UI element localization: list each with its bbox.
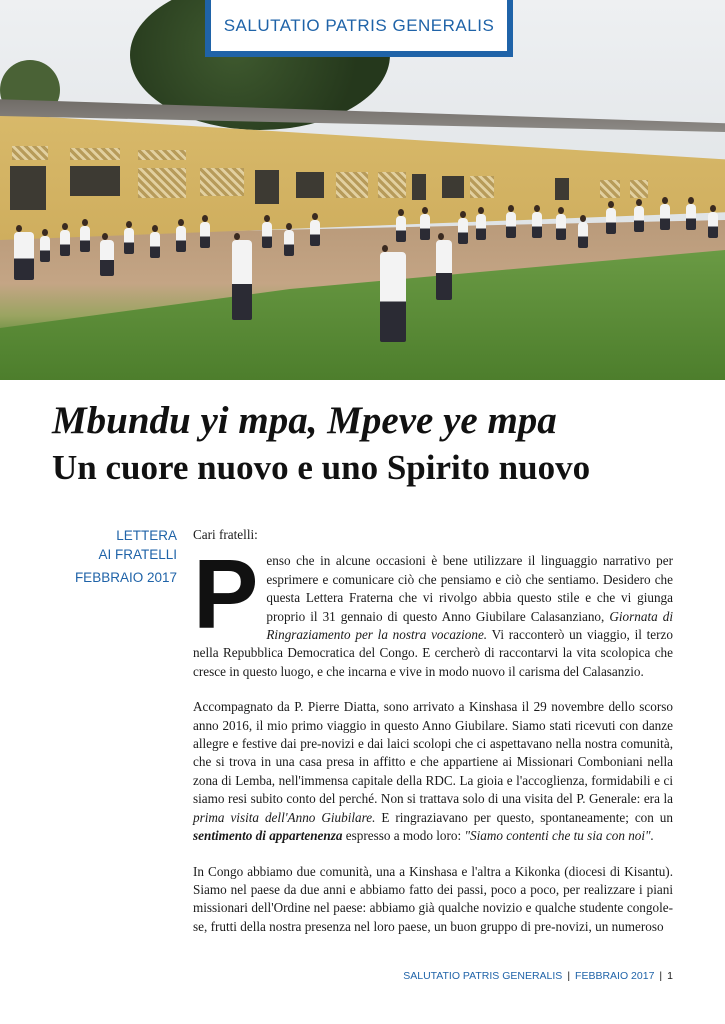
letter-body <box>193 526 673 953</box>
photo-child <box>262 222 272 248</box>
meta-line-2: AI FRATELLI <box>98 547 177 562</box>
photo-window <box>138 168 186 198</box>
photo-child <box>660 204 670 230</box>
paragraph-3: In Congo abbiamo due comunità, una a Kinshasa e l'altra a Kikonka (diocesi di Kisantu). Siamo nel paese da due anni e abbiamo fatto dei passi, poco a poco, per realizzare i piani missionari dell'Ordine nel paese: abbiamo già qualche novizio e qualche studente congole-se, frutti della nostra presenza nel loro paese, un buon gruppo di pre-novizi, un numeroso <box>193 863 673 934</box>
photo-window <box>378 172 406 198</box>
section-header-label: SALUTATIO PATRIS GENERALIS <box>211 0 507 51</box>
photo-door <box>70 166 120 196</box>
hero-photo <box>0 0 725 380</box>
photo-child <box>708 212 718 238</box>
meta-date: FEBBRAIO 2017 <box>74 570 177 585</box>
section-header-tab <box>205 0 513 57</box>
photo-child <box>80 226 90 252</box>
p2-text-b: E ringraziavano per questo, spontaneamente; con un <box>375 809 673 825</box>
photo-door <box>555 178 569 200</box>
letter-meta <box>75 526 177 587</box>
photo-window <box>470 176 494 198</box>
photo-window <box>630 180 648 198</box>
photo-child <box>578 222 588 248</box>
photo-door <box>442 176 464 198</box>
page-number: 1 <box>667 970 673 982</box>
photo-child <box>506 212 516 238</box>
photo-child <box>476 214 486 240</box>
photo-window <box>12 146 48 160</box>
footer-section: SALUTATIO PATRIS GENERALIS <box>403 970 563 982</box>
photo-child <box>124 228 134 254</box>
p2-text-c: espresso a modo loro: <box>342 828 465 844</box>
photo-child <box>232 240 252 320</box>
footer-separator-2: | <box>659 970 663 982</box>
p1-text-b: Vi racconterò un viaggio, il terzo nella Repubblica Democratica del Congo. E cercherò di raccontarvi la vita scolopica che cresce in questo luogo, e che incarna e vive in modo nuovo il carisma del Calasanzio. <box>193 627 673 679</box>
photo-window <box>600 180 620 198</box>
footer-date: FEBBRAIO 2017 <box>575 970 655 982</box>
photo-child <box>686 204 696 230</box>
photo-child <box>606 208 616 234</box>
photo-child <box>458 218 468 244</box>
photo-door <box>10 166 46 210</box>
photo-door <box>296 172 324 198</box>
photo-window <box>336 172 368 198</box>
p2-bold-italic: sentimento di appartenenza <box>193 828 343 844</box>
photo-window <box>138 150 186 160</box>
page-footer <box>403 970 673 982</box>
photo-child <box>60 230 70 256</box>
p1-text-a: enso che in alcune occasioni è bene utilizzare il linguaggio narrativo per esprimere e comunicare ciò che pensiamo e ciò che sentiamo. Desidero che questa Lettera Fraterna che vi rivolgo abbia questo stile e che vi giunga proprio il 31 gennaio di questo Anno Giubilare Calasanziano, <box>266 553 673 624</box>
photo-child <box>14 232 34 280</box>
photo-door <box>255 170 279 204</box>
photo-child <box>176 226 186 252</box>
photo-child <box>436 240 452 300</box>
photo-child <box>40 236 50 262</box>
meta-line-1: LETTERA <box>116 528 177 543</box>
photo-door <box>412 174 426 200</box>
photo-child <box>150 232 160 258</box>
paragraph-1 <box>193 539 674 681</box>
p2-text-a: Accompagnato da P. Pierre Diatta, sono arrivato a Kinshasa il 29 novembre dello scorso anno 2016, il mio primo viaggio in questo Anno Giubilare. Siamo stati ricevuti con danze allegre e festive dai pre-novizi e dai laici scolopi che ci aspettavano nella nostra comunità, che si trova in una casa presa in affitto e che appartiene ai Missionari Comboniani nella zona di Lemba, nell'immensa capitale della RDC. La gioia e l'accoglienza, formidabili e ci siamo resi subito conto del perché. Non si trattava solo di una visita del P. Generale: era la <box>193 699 673 807</box>
photo-child <box>310 220 320 246</box>
article-subtitle: Un cuore nuovo e uno Spirito nuovo <box>52 448 591 487</box>
footer-separator: | <box>567 970 571 982</box>
photo-child <box>396 216 406 242</box>
photo-child <box>100 240 114 276</box>
photo-child <box>556 214 566 240</box>
p2-italic-1: prima visita dell'Anno Giubilare. <box>193 809 376 825</box>
p1-italic: Giornata di Ringraziamento per la nostra vocazione. <box>266 608 674 643</box>
salutation: Cari fratelli: <box>193 527 258 542</box>
photo-window <box>200 168 244 196</box>
article-title: Mbundu yi mpa, Mpeve ye mpa <box>52 399 557 442</box>
paragraph-2 <box>193 698 673 845</box>
photo-child <box>532 212 542 238</box>
photo-child <box>200 222 210 248</box>
photo-child <box>380 252 406 342</box>
photo-child <box>420 214 430 240</box>
photo-child <box>634 206 644 232</box>
drop-cap: P <box>193 539 259 650</box>
p2-italic-2: "Siamo contenti che tu sia con noi". <box>464 828 654 844</box>
photo-child <box>284 230 294 256</box>
photo-window <box>70 148 120 160</box>
